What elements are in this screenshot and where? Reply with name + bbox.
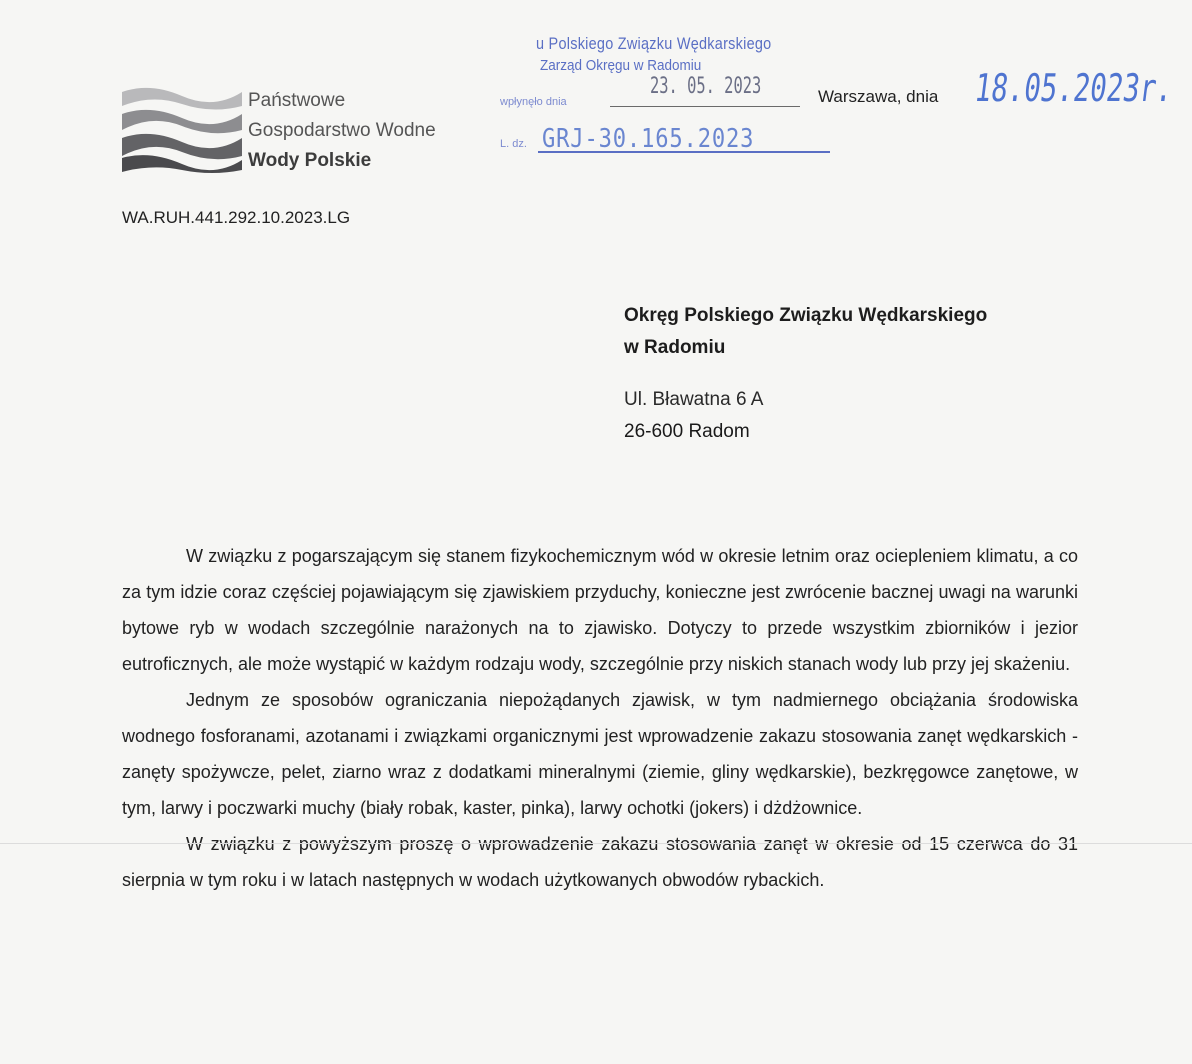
- scan-artifact-line: [0, 843, 1192, 844]
- recipient-name-line1: Okręg Polskiego Związku Wędkarskiego: [624, 305, 988, 326]
- body-paragraph-3: W związku z powyższym proszę o wprowadzenie zakazu stosowania zanęt w okresie od 15 czerwca do 31 sierpnia w tym roku i w latach następnych w wodach użytkowanych obwodów rybackich.: [122, 834, 1078, 890]
- stamp-received-label: wpłynęło dnia: [500, 96, 567, 108]
- stamp-ref-underline: [538, 151, 830, 153]
- recipient-address-line1: Ul. Bławatna 6 A: [624, 389, 764, 410]
- organization-line1: Państwowe: [248, 90, 346, 111]
- stamp-ref-label: L. dz.: [500, 138, 527, 150]
- stamp-underline: [610, 106, 800, 107]
- body-paragraph-1: W związku z pogarszającym się stanem fizykochemicznym wód w okresie letnim oraz ociepleniem klimatu, a co za tym idzie coraz częściej pojawiającym się zjawiskiem przyduchy, konieczne jest zwrócenie bacznej uwagi na warunki bytowe ryb w wodach szczególnie narażonych na to zjawisko. Dotyczy to przede wszystkim zbiorników i jezior eutroficznych, ale może wystąpić w każdym rodzaju wody, szczególnie przy niskich stanach wody lub przy jej skażeniu.: [122, 546, 1078, 674]
- place-label: Warszawa, dnia: [818, 87, 939, 106]
- stamp-ref-number: GRJ-30.165.2023: [542, 124, 755, 154]
- letter-body: [122, 538, 1078, 898]
- recipient-name-line2: w Radomiu: [624, 337, 726, 358]
- registry-stamp: [500, 30, 840, 160]
- wody-polskie-logo-icon: [120, 84, 245, 174]
- organization-name: [248, 86, 436, 176]
- stamp-board: Zarząd Okręgu w Radomiu: [540, 57, 702, 74]
- recipient-block: [624, 300, 987, 448]
- stamp-received-date: 23. 05. 2023: [650, 74, 762, 99]
- organization-line3: Wody Polskie: [248, 150, 372, 171]
- stamp-organization: u Polskiego Związku Wędkarskiego: [536, 34, 772, 53]
- body-paragraph-2: Jednym ze sposobów ograniczania niepożądanych zjawisk, w tym nadmiernego obciążania środowiska wodnego fosforanami, azotanami i związkami organicznymi jest wprowadzenie zakazu stosowania zanęt wędkarskich - zanęty spożywcze, pelet, ziarno wraz z dodatkami mineralnymi (ziemie, gliny wędkarskie), bezkręgowce zanętowe, w tym, larwy i poczwarki muchy (biały robak, kaster, pinka), larwy ochotki (jokers) i dżdżownice.: [122, 690, 1078, 818]
- organization-line2: Gospodarstwo Wodne: [248, 120, 436, 141]
- document-reference: WA.RUH.441.292.10.2023.LG: [122, 208, 351, 227]
- recipient-address-line2: 26-600 Radom: [624, 421, 750, 442]
- handwritten-date: 18.05.2023r.: [972, 66, 1176, 110]
